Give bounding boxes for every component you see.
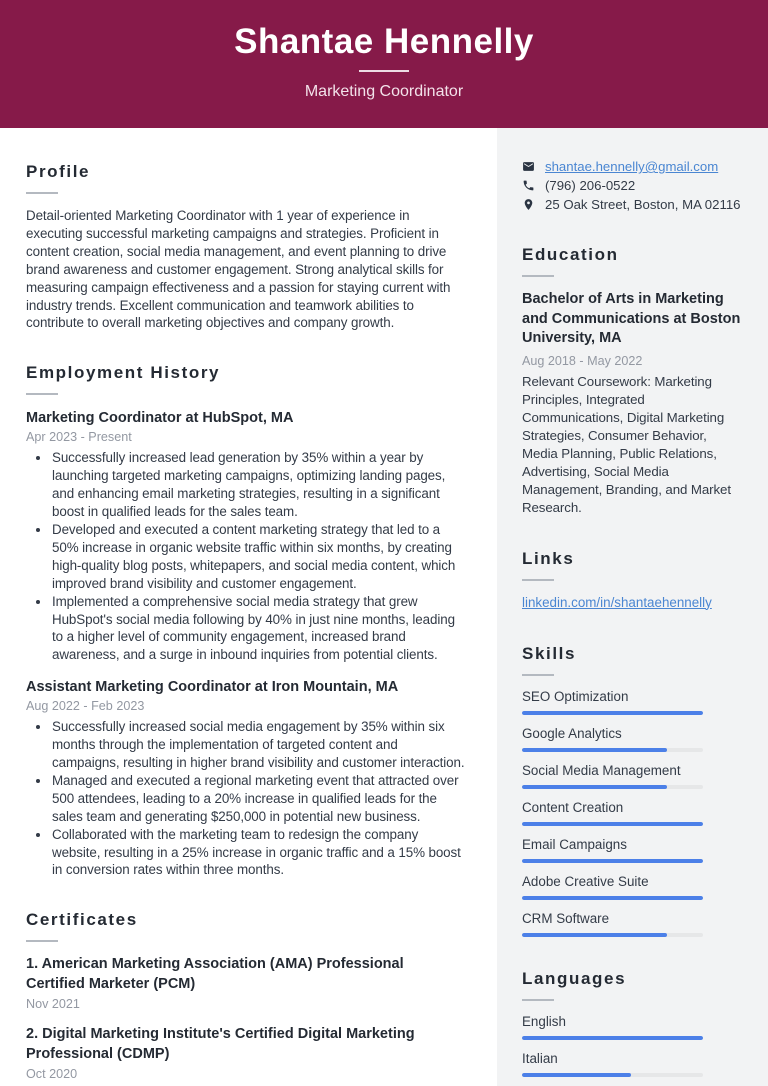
job-dates: Aug 2022 - Feb 2023 [26,699,145,714]
skill-bar-fill [522,859,703,863]
skill-item [522,911,745,937]
linkedin-link[interactable]: linkedin.com/in/shantaehennelly [522,594,712,610]
skill-label: Email Campaigns [522,836,627,852]
email-link[interactable]: shantae.hennelly@gmail.com [545,159,719,174]
job-entry [26,408,466,664]
email-icon [522,160,535,173]
resume-header [0,0,768,128]
skill-bar [522,896,703,900]
languages-heading: Languages [522,968,627,988]
profile-heading: Profile [26,162,91,181]
skill-bar-fill [522,896,703,900]
job-entry [26,677,466,879]
heading-rule [26,940,58,942]
skill-label: CRM Software [522,910,610,926]
skill-bar-fill [522,785,667,789]
job-title: Marketing Coordinator at HubSpot, MA [26,410,294,427]
job-bullet: • Successfully increased social media engagement by 35% within six months through the implementation of targeted content and campaigns, resulting in higher brand visibility and customer interaction. [51,718,466,772]
header-divider [359,70,409,72]
skill-bar-fill [522,933,667,937]
language-bar-fill [522,1036,703,1040]
language-label: Italian [522,1050,558,1066]
language-label: English [522,1013,566,1029]
job-bullet: • Developed and executed a content marketing strategy that led to a 50% increase in organic website traffic within six months, by creating high-quality blog posts, whitepapers, and social media content, which improved brand visibility and customer engagement. [51,521,466,593]
phone-icon [522,179,535,192]
person-job-title: Marketing Coordinator [304,83,464,100]
section-certificates [26,909,466,1082]
section-skills [522,643,745,937]
contact-phone-row [522,179,745,192]
contact-address-row [522,198,745,211]
heading-rule [26,393,58,395]
certificate-title: 2. Digital Marketing Institute's Certified Digital Marketing Professional (CDMP) [26,1026,415,1062]
section-profile [26,161,466,332]
skill-item [522,689,745,715]
job-bullet-list [26,718,466,879]
heading-rule [522,999,554,1001]
skill-label: SEO Optimization [522,688,629,704]
contact-email-row [522,160,745,173]
language-bar-fill [522,1073,631,1077]
certificate-title: 1. American Marketing Association (AMA) Professional Certified Marketer (PCM) [26,956,404,992]
section-links [522,548,745,612]
sidebar [497,128,768,1086]
skill-bar-fill [522,748,667,752]
skill-label: Content Creation [522,799,624,815]
job-bullet: • Collaborated with the marketing team to redesign the company website, resulting in a 25% increase in organic traffic and a 15% boost in conversion rates within three months. [51,826,466,880]
resume-body [0,128,768,1086]
job-bullet: • Managed and executed a regional marketing event that attracted over 500 attendees, leading to a 20% increase in qualified leads for the sales team and generating $250,000 in potential new business. [51,772,466,826]
skill-bar [522,711,703,715]
heading-rule [522,579,554,581]
location-pin-icon [522,198,535,211]
heading-rule [26,192,58,194]
language-bar [522,1073,703,1077]
person-name: Shantae Hennelly [234,22,534,61]
skill-label: Adobe Creative Suite [522,873,649,889]
education-dates: Aug 2018 - May 2022 [522,353,643,368]
skill-item [522,837,745,863]
skill-label: Google Analytics [522,725,622,741]
skill-label: Social Media Management [522,762,681,778]
skill-bar [522,859,703,863]
certificate-item [26,955,466,1012]
employment-heading: Employment History [26,363,221,383]
job-title: Assistant Marketing Coordinator at Iron Mountain, MA [26,679,399,696]
links-heading: Links [522,548,575,568]
section-employment-history [26,362,466,879]
main-column [0,128,497,1086]
phone-number: (796) 206-0522 [545,178,636,193]
certificate-date: Nov 2021 [26,997,80,1012]
heading-rule [522,674,554,676]
skill-bar-fill [522,822,703,826]
skill-item [522,874,745,900]
language-item [522,1051,745,1077]
skill-item [522,726,745,752]
degree-title: Bachelor of Arts in Marketing and Communications at Boston University, MA [522,291,741,346]
skill-bar [522,785,703,789]
skill-item [522,800,745,826]
heading-rule [522,275,554,277]
job-bullet: • Implemented a comprehensive social media strategy that grew HubSpot's social media following by 40% in just nine months, leading to a higher level of community engagement, increased brand awareness, and a surge in inbound inquiries from potential clients. [51,593,466,665]
profile-text: Detail-oriented Marketing Coordinator with 1 year of experience in executing successful marketing campaigns and strategies. Proficient in content creation, social media management, and event planning to drive brand awareness and customer engagement. Strong analytical skills for measuring campaign effectiveness and a passion for staying current with industry trends. Excellent communication and teamwork abilities to contribute to overall marketing objectives and company growth. [26,208,451,331]
skill-item [522,763,745,789]
skill-bar [522,933,703,937]
skills-heading: Skills [522,643,577,663]
skill-bar [522,748,703,752]
certificate-item [26,1025,466,1082]
language-bar [522,1036,703,1040]
skill-bar [522,822,703,826]
language-item [522,1014,745,1040]
education-description: Relevant Coursework: Marketing Principles, Integrated Communications, Digital Marketing Strategies, Consumer Behavior, Media Planning, Public Relations, Advertising, Social Media Management, Branding, and Market Research. [522,373,731,515]
skill-bar-fill [522,711,703,715]
address: 25 Oak Street, Boston, MA 02116 [545,197,741,212]
job-bullet: • Successfully increased lead generation by 35% within a year by launching targeted marketing campaigns, optimizing landing pages, and enhancing email marketing strategies, resulting in a significant boost in qualified leads for the sales team. [51,449,466,521]
contact-block [522,160,745,211]
certificates-heading: Certificates [26,910,138,930]
education-heading: Education [522,245,619,264]
job-bullet-list [26,449,466,664]
section-languages [522,968,745,1077]
section-education [522,244,745,517]
certificate-date: Oct 2020 [26,1067,78,1082]
job-dates: Apr 2023 - Present [26,430,132,445]
